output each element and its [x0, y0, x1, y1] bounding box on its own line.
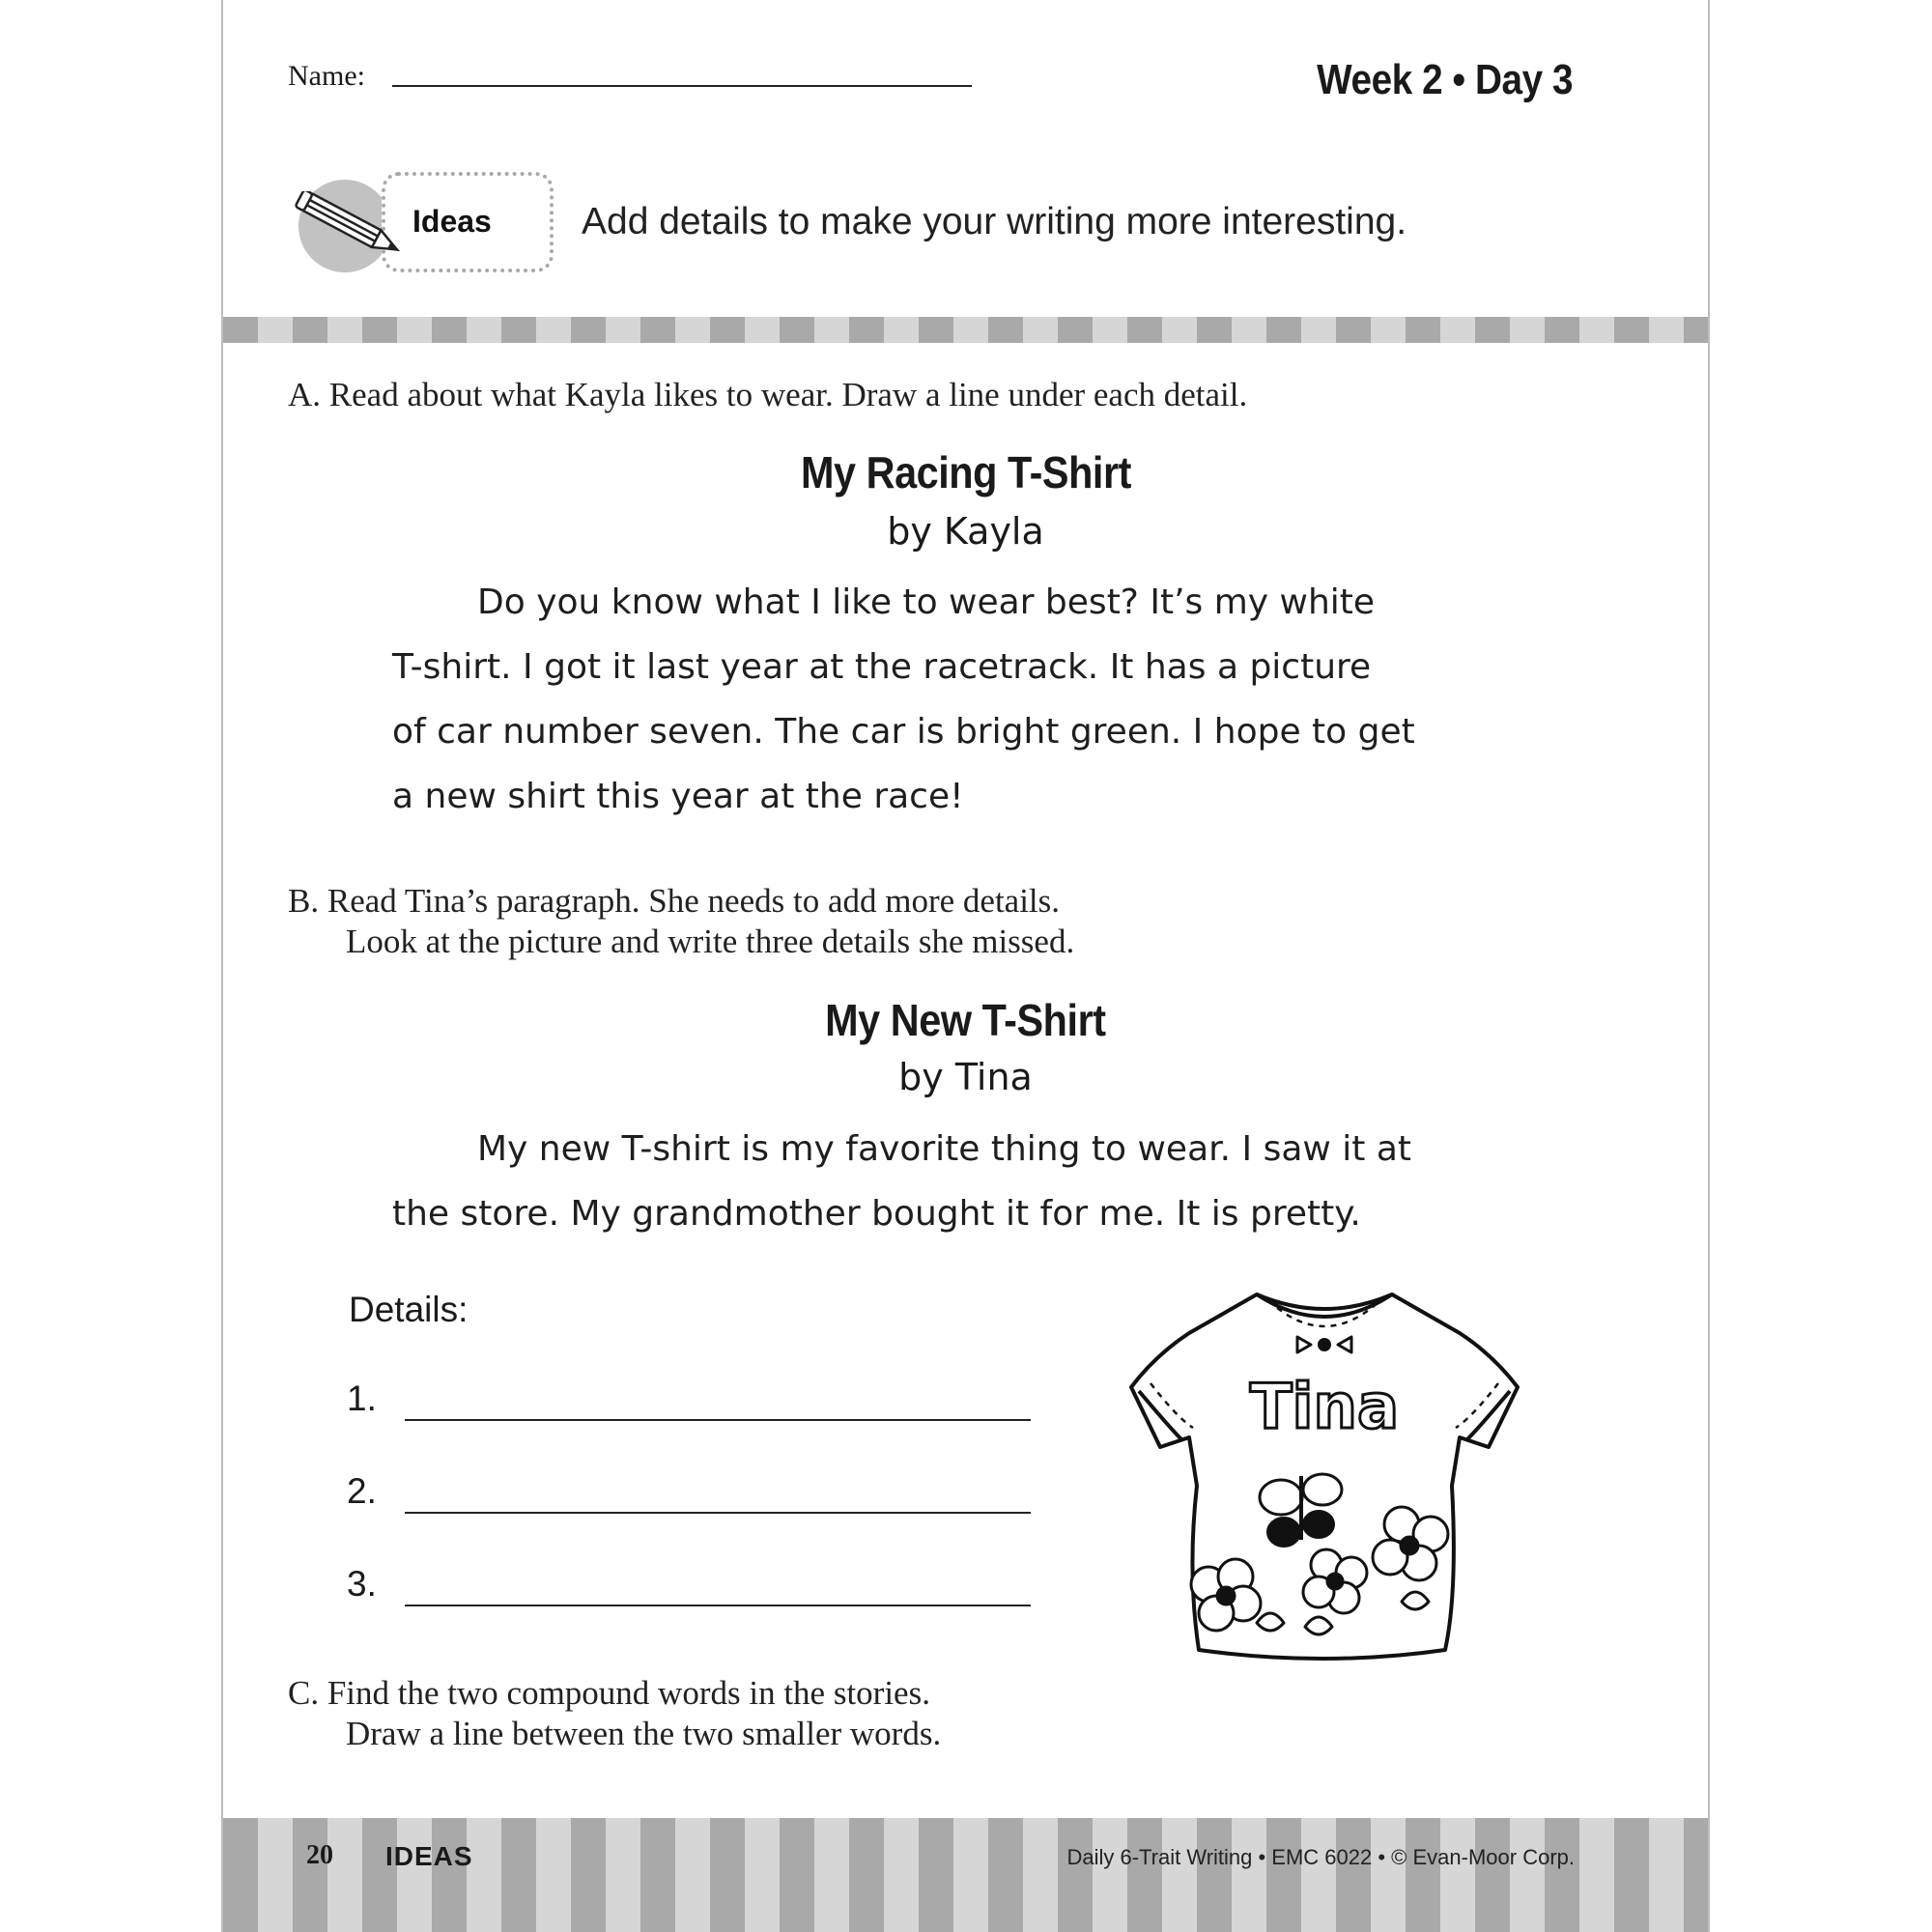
detail-row-2 — [347, 1471, 377, 1512]
story-a-title — [223, 446, 1708, 498]
detail-row-1 — [347, 1378, 377, 1419]
story-b-title — [223, 994, 1708, 1046]
story-b-paragraph[interactable] — [392, 1117, 1484, 1246]
detail-number: 2. — [347, 1471, 377, 1511]
section-c-instruction-2: Draw a line between the two smaller words. — [346, 1715, 942, 1752]
badge-label: Ideas — [412, 204, 492, 239]
shirt-name-text: Tina — [1249, 1372, 1400, 1443]
section-b-instruction-2: Look at the picture and write three details she missed. — [346, 923, 1075, 960]
footer-credit: Daily 6-Trait Writing • EMC 6022 • © Evan-Moor Corp. — [1066, 1845, 1575, 1869]
story-a-line: Do you know what I like to wear best? It’s my white — [477, 582, 1376, 622]
story-b-line: My new T-shirt is my favorite thing to wear. I saw it at — [477, 1129, 1412, 1169]
section-c-instruction-1: C. Find the two compound words in the stories. — [288, 1674, 930, 1712]
trait-instruction: Add details to make your writing more interesting. — [582, 201, 1407, 242]
detail-row-3 — [347, 1564, 377, 1605]
footer-stripe — [223, 1818, 1708, 1932]
story-b-byline: by Tina — [898, 1056, 1033, 1098]
pencil-icon — [291, 191, 416, 259]
story-a-title-text: My Racing T-Shirt — [800, 447, 1131, 497]
story-a-byline: by Kayla — [887, 510, 1044, 553]
story-b-line: the store. My grandmother bought it for me. It is pretty. — [392, 1194, 1361, 1234]
worksheet-page — [221, 0, 1710, 1932]
tshirt-illustration — [1112, 1283, 1537, 1669]
name-line[interactable] — [392, 85, 972, 87]
detail-answer-line-1[interactable] — [405, 1419, 1031, 1421]
ideas-badge — [298, 172, 557, 278]
name-label: Name: — [288, 60, 365, 92]
detail-number: 1. — [347, 1378, 377, 1418]
story-a-line: of car number seven. The car is bright green. I hope to get — [392, 712, 1415, 752]
story-a-paragraph[interactable] — [392, 570, 1484, 829]
section-b-instruction-1: B. Read Tina’s paragraph. She needs to add more details. — [288, 882, 1061, 920]
stripe-divider — [223, 317, 1708, 343]
story-a-line: a new shirt this year at the race! — [392, 777, 964, 816]
details-label: Details: — [349, 1290, 469, 1329]
detail-number: 3. — [347, 1564, 377, 1604]
section-a-instruction: A. Read about what Kayla likes to wear. Draw a line under each detail. — [288, 376, 1248, 413]
week-day-title: Week 2 • Day 3 — [1317, 56, 1573, 103]
detail-answer-line-2[interactable] — [405, 1512, 1031, 1514]
story-a-line: T-shirt. I got it last year at the racetrack. It has a picture — [392, 647, 1372, 687]
detail-answer-line-3[interactable] — [405, 1605, 1031, 1606]
page-number: 20 — [306, 1840, 333, 1870]
story-b-title-text: My New T-Shirt — [825, 995, 1106, 1045]
footer-section-label: IDEAS — [385, 1841, 473, 1871]
